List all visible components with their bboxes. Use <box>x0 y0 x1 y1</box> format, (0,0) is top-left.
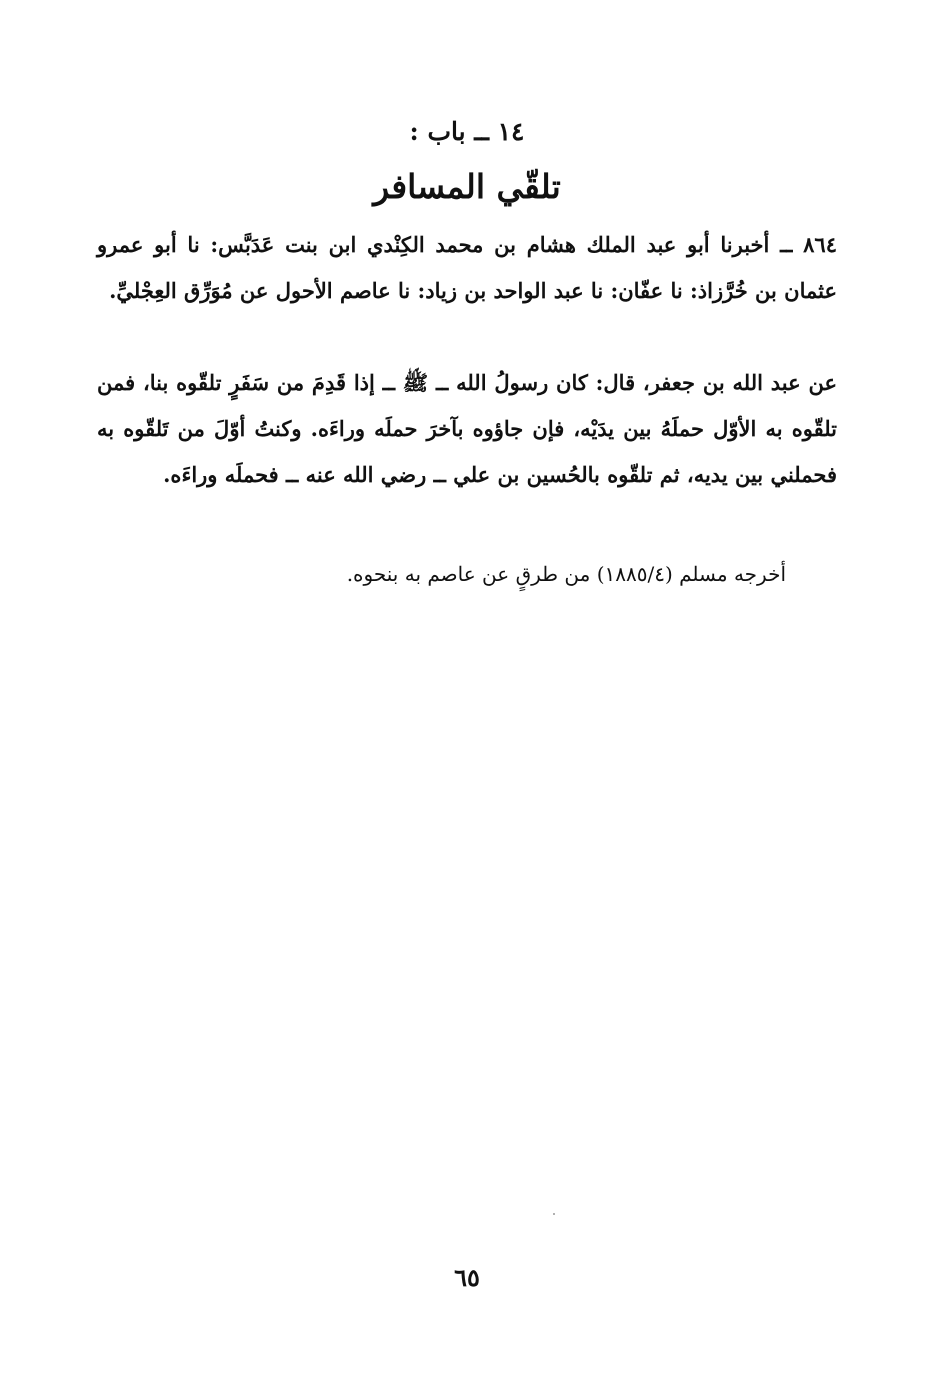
scan-speck <box>553 1213 555 1215</box>
chapter-number: ١٤ ــ باب : <box>409 117 525 146</box>
chapter-title: تلقّي المسافر <box>373 167 561 206</box>
hadith-isnad-paragraph: ٨٦٤ ــ أخبرنا أبو عبد الملك هشام بن محمد الكِنْدي ابن بنت عَدَبَّس: نا أبو عمرو عثمان بن خُرَّزاذ: نا عفّان: نا عبد الواحد بن زياد: نا عاصم الأحول عن مُوَرِّق العِجْليِّ. <box>97 232 837 303</box>
page-number: ٦٥ <box>454 1263 480 1292</box>
hadith-matn-paragraph: عن عبد الله بن جعفر، قال: كان رسولُ الله ــ ﷺ ــ إذا قَدِمَ من سَفَرٍ تلقّوه بنا، فمن تلقّوه به الأوّل حملَهُ بين يدَيْه، فإن جاؤوه بآخرَ حملَه وراءَه. وكنتُ أوّلَ من تَلقّوه به فحملني بين يديه، ثم تلقّوه بالحُسين بن علي ــ رضي الله عنه ــ فحملَه وراءَه. <box>97 370 837 487</box>
takhrij-note: أخرجه مسلم (١٨٨٥/٤) من طرقٍ عن عاصم به بنحوه. <box>346 562 786 586</box>
